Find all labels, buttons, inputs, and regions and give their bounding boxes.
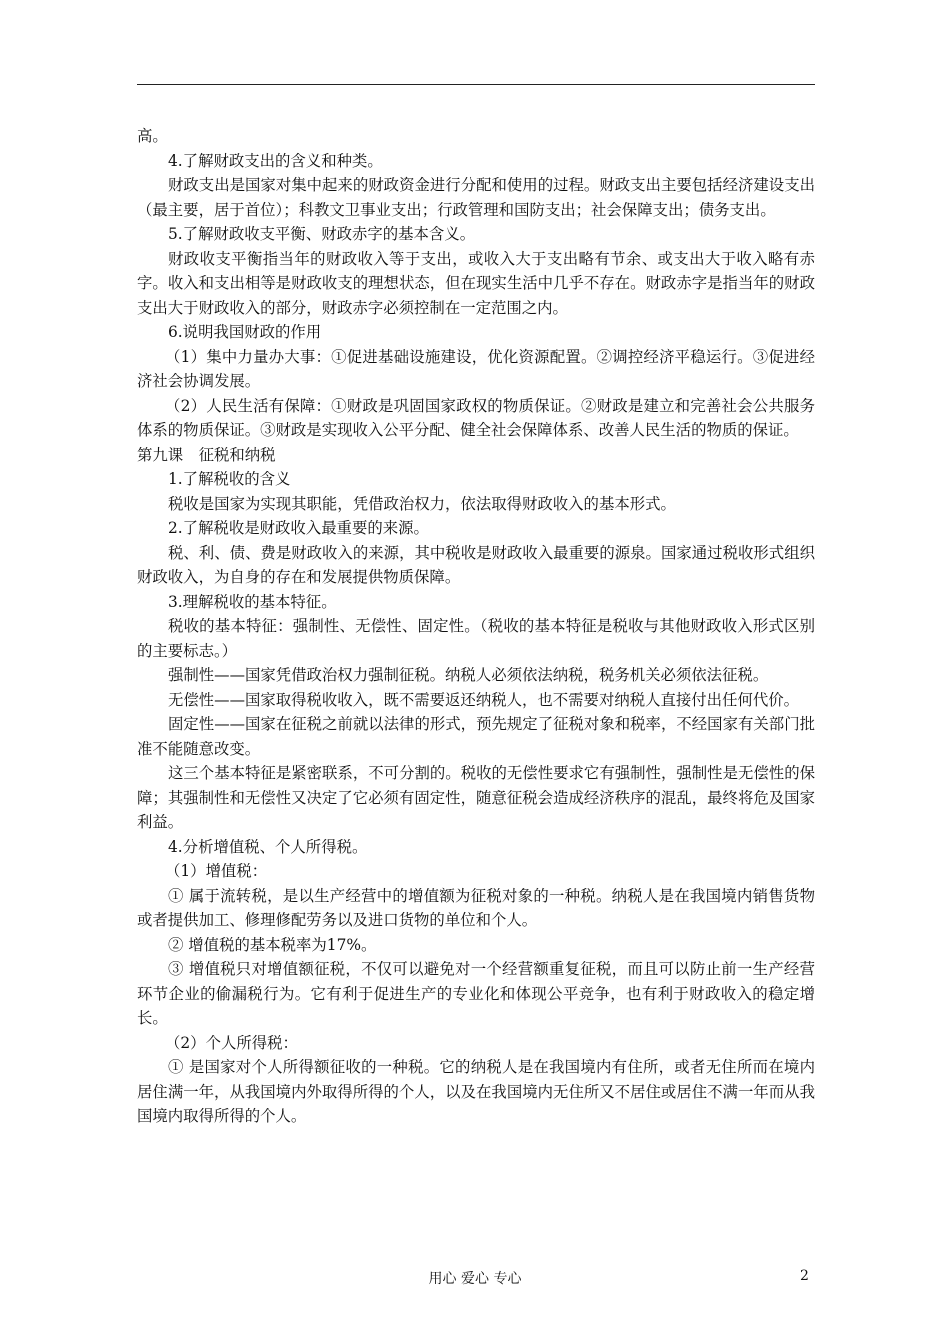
paragraph: 这三个基本特征是紧密联系，不可分割的。税收的无偿性要求它有强制性，强制性是无偿性的保障；其强制性和无偿性又决定了它必须有固定性，随意征税会造成经济秩序的混乱，最终将危及国家利益。 — [137, 764, 815, 831]
paragraph: （1）集中力量办大事：①促进基础设施建设，优化资源配置。②调控经济平稳运行。③促进经济社会协调发展。 — [137, 347, 815, 390]
paragraph: 税收是国家为实现其职能，凭借政治权力，依法取得财政收入的基本形式。 — [168, 494, 676, 513]
paragraph: （2）个人所得税： — [165, 1033, 298, 1052]
paragraph: 4.分析增值税、个人所得税。 — [168, 837, 368, 856]
paragraph: 财政收支平衡指当年的财政收入等于支出，或收入大于支出略有节余、或支出大于收入略有赤字。收入和支出相等是财政收支的理想状态，但在现实生活中几乎不存在。财政赤字是指当年的财政支出大于财政收入的部分，财政赤字必须控制在一定范围之内。 — [137, 249, 815, 317]
paragraph: 财政支出是国家对集中起来的财政资金进行分配和使用的过程。财政支出主要包括经济建设支出（最主要，居于首位）；科教文卫事业支出；行政管理和国防支出；社会保障支出；债务支出。 — [137, 176, 815, 219]
paragraph: 强制性——国家凭借政治权力强制征税。纳税人必须依法纳税，税务机关必须依法征税。 — [168, 666, 769, 684]
paragraph: ② 增值税的基本税率为17%。 — [168, 935, 377, 954]
paragraph: 税、利、债、费是财政收入的来源，其中税收是财政收入最重要的源泉。国家通过税收形式组织财政收入，为自身的存在和发展提供物质保障。 — [137, 543, 815, 586]
paragraph: 6.说明我国财政的作用 — [168, 323, 322, 341]
footer-slogan: 用心 爱心 专心 — [428, 1271, 522, 1287]
paragraph: 1.了解税收的含义 — [168, 470, 291, 488]
paragraph: 税收的基本特征：强制性、无偿性、固定性。（税收的基本特征是税收与其他财政收入形式区别的主要标志。） — [137, 617, 815, 660]
page-number: 2 — [800, 1268, 809, 1284]
paragraph: 2.了解税收是财政收入最重要的来源。 — [168, 519, 429, 537]
paragraph: 固定性——国家在征税之前就以法律的形式，预先规定了征税对象和税率，不经国家有关部门批准不能随意改变。 — [137, 715, 815, 758]
paragraph: 无偿性——国家取得税收收入，既不需要返还纳税人，也不需要对纳税人直接付出任何代价。 — [168, 690, 800, 709]
paragraph: 4.了解财政支出的含义和种类。 — [168, 151, 383, 170]
paragraph: ① 是国家对个人所得额征收的一种税。它的纳税人是在我国境内有住所，或者无住所而在境内居住满一年，从我国境内外取得所得的个人，以及在我国境内无住所又不居住或居住不满一年而从我国境内取得所得的个人。 — [137, 1058, 815, 1125]
paragraph: 第九课 征税和纳税 — [137, 445, 276, 464]
paragraph: 高。 — [137, 127, 168, 145]
paragraph: ③ 增值税只对增值额征税，不仅可以避免对一个经营额重复征税，而且可以防止前一生产经营环节企业的偷漏税行为。它有利于促进生产的专业化和体现公平竞争，也有利于财政收入的稳定增长。 — [137, 960, 815, 1027]
paragraph: 3.理解税收的基本特征。 — [168, 592, 337, 611]
paragraph: 5.了解财政收支平衡、财政赤字的基本含义。 — [168, 225, 476, 243]
paragraph: （1）增值税： — [165, 862, 268, 880]
paragraph: （2）人民生活有保障：①财政是巩固国家政权的物质保证。②财政是建立和完善社会公共服务体系的物质保证。③财政是实现收入公平分配、健全社会保障体系、改善人民生活的物质的保证。 — [137, 396, 815, 439]
paragraph: ① 属于流转税，是以生产经营中的增值额为征税对象的一种税。纳税人是在我国境内销售货物或者提供加工、修理修配劳务以及进口货物的单位和个人。 — [137, 886, 815, 929]
document-body — [137, 124, 815, 1129]
header-rule — [137, 84, 815, 85]
